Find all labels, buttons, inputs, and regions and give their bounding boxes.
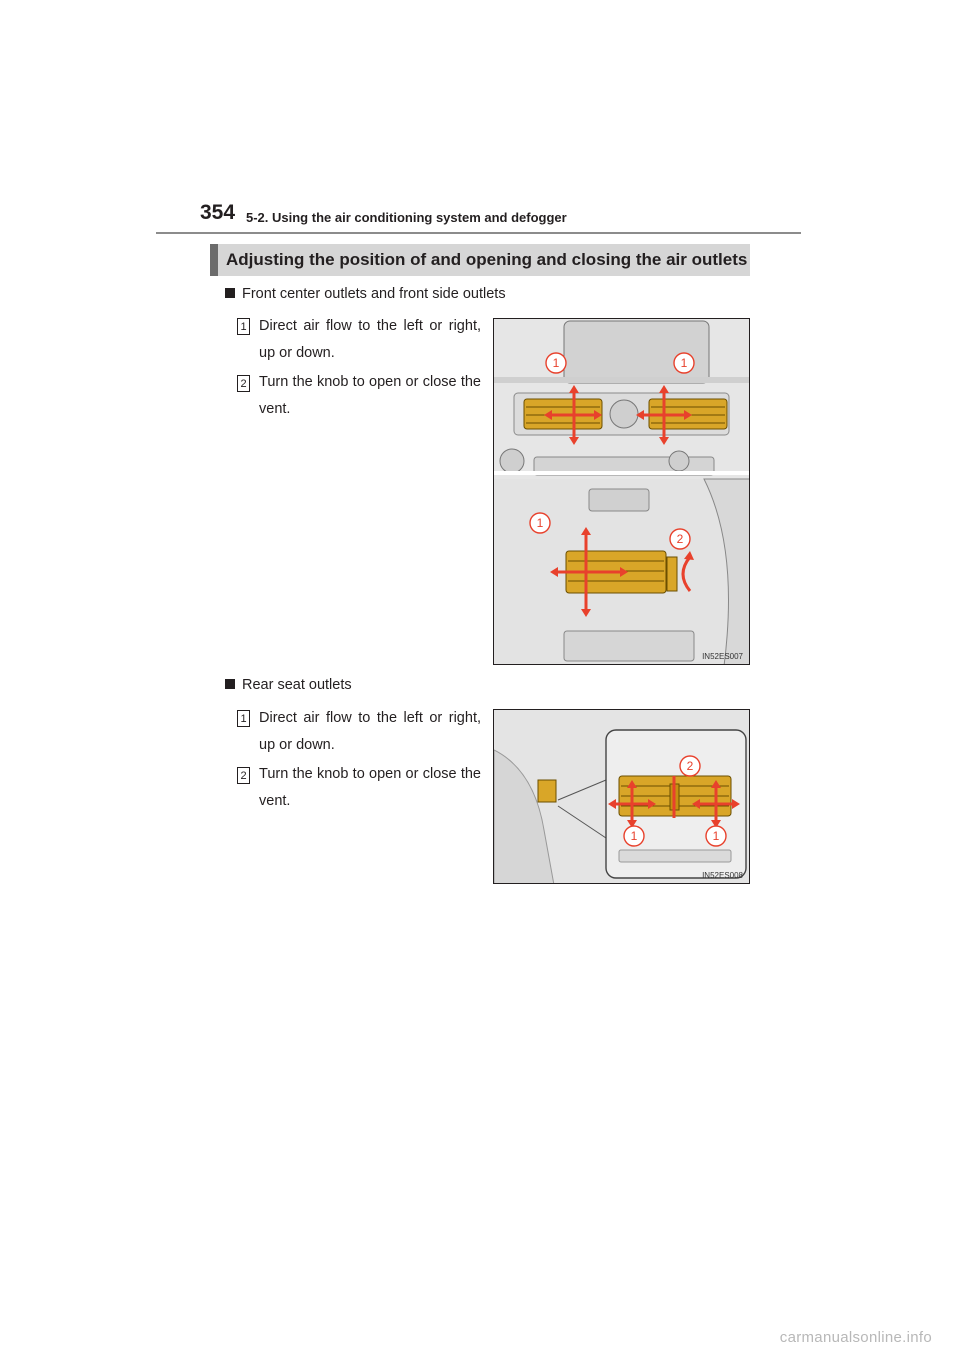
watermark: carmanualsonline.info (779, 1329, 932, 1346)
rear-callout-1a: 1 (630, 829, 638, 843)
rear-step-1-number: 1 (237, 710, 250, 727)
front-heading (225, 286, 506, 302)
front-callout-2: 2 (676, 532, 684, 546)
front-callout-1c: 1 (536, 516, 544, 530)
front-step-2-number: 2 (237, 375, 250, 392)
rear-callout-1b: 1 (712, 829, 720, 843)
front-step-2-text: Turn the knob to open or close the vent. (259, 374, 481, 417)
front-step-1-text: Direct air flow to the left or right, up or down. (259, 318, 481, 361)
rear-outlets-illustration (494, 710, 750, 884)
rear-heading (225, 677, 352, 693)
front-figure-code: IN52ES007 (702, 652, 743, 661)
rear-step-1-text: Direct air flow to the left or right, up or down. (259, 710, 481, 753)
front-heading-text: Front center outlets and front side outlets (242, 286, 506, 302)
front-callout-1a: 1 (552, 356, 560, 370)
section-title: Adjusting the position of and opening and closing the air outlets (210, 244, 750, 276)
front-step-1-number: 1 (237, 318, 250, 335)
front-callout-1b: 1 (680, 356, 688, 370)
rear-figure-code: IN52ES008 (702, 871, 743, 880)
bullet-square-icon (225, 679, 235, 689)
rear-step-2-number: 2 (237, 767, 250, 784)
rear-outlets-figure (493, 709, 750, 884)
page-number: 354 (200, 201, 236, 224)
header-rule (156, 232, 801, 234)
chapter-title: 5-2. Using the air conditioning system and defogger (246, 210, 567, 225)
bullet-square-icon (225, 288, 235, 298)
front-outlets-figure (493, 318, 750, 665)
rear-callout-2: 2 (686, 759, 694, 773)
rear-heading-text: Rear seat outlets (242, 677, 352, 693)
rear-step-2-text: Turn the knob to open or close the vent. (259, 766, 481, 809)
front-outlets-illustration (494, 319, 750, 665)
